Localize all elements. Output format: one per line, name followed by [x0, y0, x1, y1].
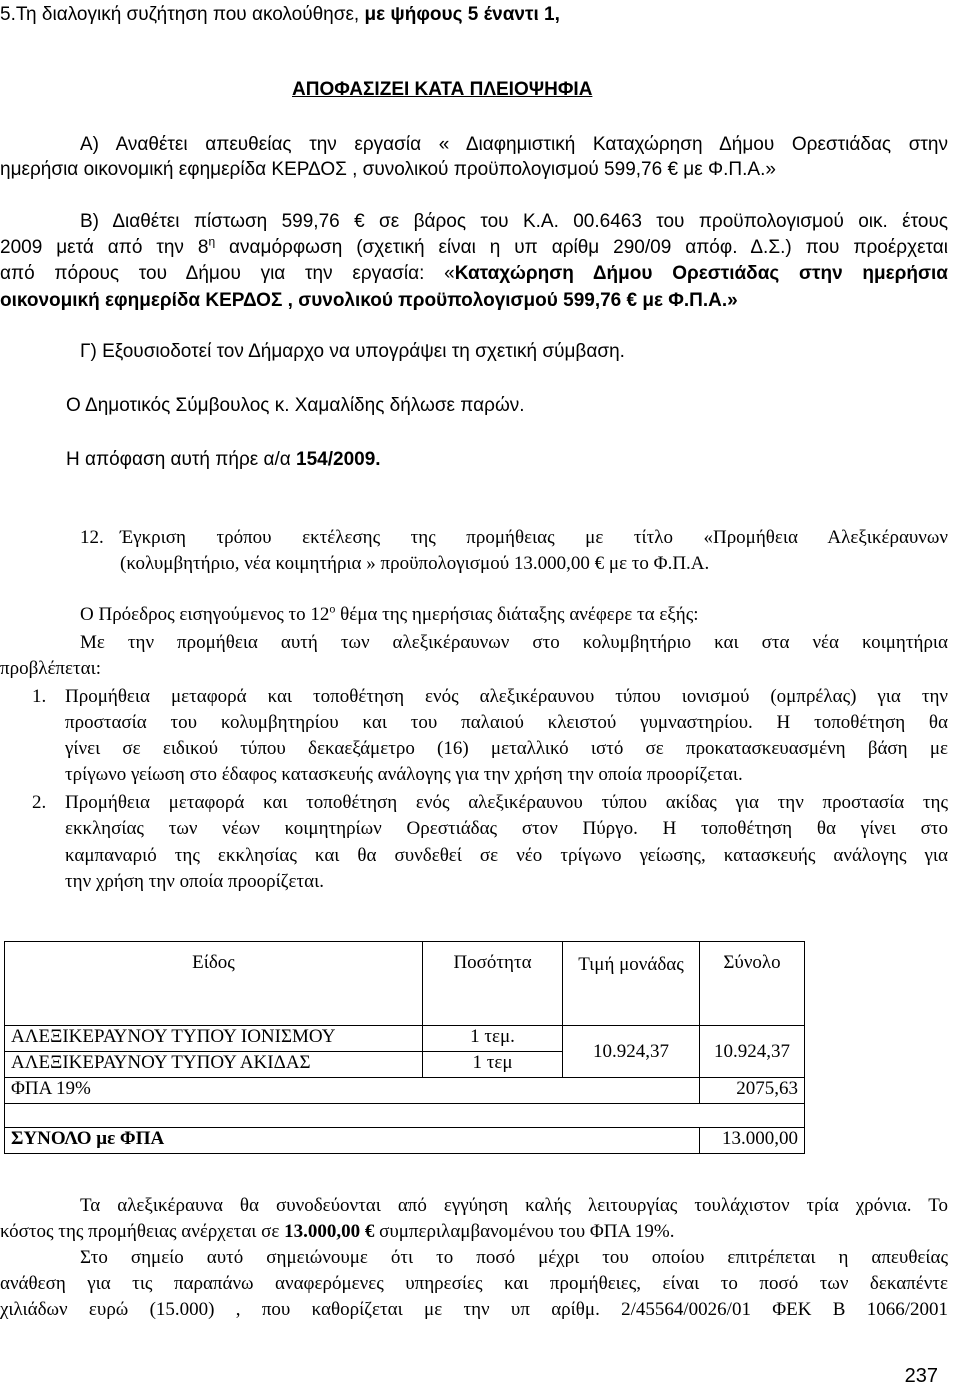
list-item-line: τρίγωνο γείωση στο έδαφος κατασκευής ανάλογης για την χρήση την οποία προορίζεται.: [65, 764, 743, 785]
clause-b-line-1: Β) Διαθέτει πίστωση 599,76 € σε βάρος του Κ.Α. 00.6463 του προϋπολογισμού οικ. έτους: [80, 211, 948, 232]
decision-heading: ΑΠΟΦΑΣΙΖΕΙ ΚΑΤΑ ΠΛΕΙΟΨΗΦΙΑ: [292, 79, 593, 100]
provision-line-1: Με την προμήθεια αυτή των αλεξικέραυνων στο κολυμβητήριο και στα νέα κοιμητήρια: [80, 632, 948, 653]
subtotal-cell: 10.924,37: [700, 1026, 805, 1078]
note-line-3: χιλιάδων ευρώ (15.000) , που καθορίζεται με την υπ αρίθμ. 2/45564/0026/01 ΦΕΚ Β 1066/2001: [0, 1299, 948, 1320]
item-cell: ΑΛΕΞΙΚΕΡΑΥΝΟΥ ΤΥΠΟΥ ΑΚΙΔΑΣ: [5, 1052, 423, 1078]
item-cell: ΑΛΕΞΙΚΕΡΑΥΝΟΥ ΤΥΠΟΥ ΙΟΝΙΣΜΟΥ: [5, 1026, 423, 1052]
list-item-line: την χρήση την οποία προορίζεται.: [65, 871, 324, 892]
header-total: Σύνολο: [700, 942, 805, 1026]
list-item-line: Προμήθεια μεταφορά και τοποθέτηση ενός αλεξικέραυνου τύπου ακίδας για την προστασία της: [65, 792, 948, 813]
vat-row: [5, 1078, 805, 1104]
list-item-line: προστασία του κολυμβητηρίου και του παλαιού κλειστού γυμναστηρίου. Η τοποθέτηση θα: [65, 712, 948, 733]
header-unit-price: Τιμή μονάδας: [563, 942, 700, 1026]
list-item-line: εκκλησίας των νέων κοιμητηρίων Ορεστιάδας στον Πύργο. Η τοποθέτηση θα γίνει στο: [65, 818, 948, 839]
clause-a-line-1: Α) Αναθέτει απευθείας την εργασία « Διαφημιστική Καταχώρηση Δήμου Ορεστιάδας στην: [80, 134, 948, 155]
qty-cell: 1 τεμ: [423, 1052, 563, 1078]
header-item: Είδος: [5, 942, 423, 1026]
cost-table: [4, 941, 805, 1154]
clause-b-line-2: 2009 μετά από την $8^\eta$ αναμόρφωση (σχετική είναι η υπ αρίθμ 290/09 απόφ. Δ.Σ.) που προέρχεται: [0, 234, 948, 258]
item-title-line-1: Έγκριση τρόπου εκτέλεσης της προμήθειας με τίτλο «Προμήθεια Αλεξικέραυνων: [120, 527, 948, 548]
total-row: [5, 1128, 805, 1154]
clause-c: Γ) Εξουσιοδοτεί τον Δήμαρχο να υπογράψει τη σχετική σύμβαση.: [80, 341, 625, 362]
vat-label: ΦΠΑ 19%: [5, 1078, 700, 1104]
clause-b-line-3: από πόρους του Δήμου για την εργασία: «Καταχώρηση Δήμου Ορεστιάδας στην ημερήσια: [0, 263, 948, 284]
clause-a-line-2: ημερήσια οικονομική εφημερίδα ΚΕΡΔΟΣ , συνολικού προϋπολογισμού 599,76 € με Φ.Π.Α.»: [0, 159, 776, 180]
list-item-line: Προμήθεια μεταφορά και τοποθέτηση ενός αλεξικέραυνου τύπου ιονισμού (ομπρέλας) για την: [65, 686, 948, 707]
president-intro: Ο Πρόεδρος εισηγούμενος το $12^o$ θέμα της ημερήσιας διάταξης ανέφερε τα εξής:: [80, 601, 699, 625]
table-row: [5, 1026, 805, 1052]
vat-value: 2075,63: [700, 1078, 805, 1104]
note-line-2: ανάθεση για τις παραπάνω αναφερόμενες υπηρεσίες και προμήθειες, είναι το ποσό των δεκαπέντε: [0, 1273, 948, 1294]
note-line-1: Στο σημείο αυτό σημειώνουμε ότι το ποσό μέχρι του οποίου επιτρέπεται η απευθείας: [80, 1247, 948, 1268]
item-number: 12.: [80, 527, 104, 548]
list-number: 2.: [32, 792, 47, 813]
intro-line: 5.Τη διαλογική συζήτηση που ακολούθησε, με ψήφους 5 έναντι 1,: [0, 4, 560, 25]
list-number: 1.: [32, 686, 47, 707]
item-title-line-2: (κολυμβητήριο, νέα κοιμητήρια » προϋπολογισμού 13.000,00 € με το Φ.Π.Α.: [120, 553, 710, 574]
qty-cell: 1 τεμ.: [423, 1026, 563, 1052]
total-label: ΣΥΝΟΛΟ με ΦΠΑ: [5, 1128, 700, 1154]
clause-b-line-4: οικονομική εφημερίδα ΚΕΡΔΟΣ , συνολικού προϋπολογισμού 599,76 € με Φ.Π.Α.»: [0, 290, 738, 311]
page-number: 237: [904, 1365, 938, 1387]
present-note: Ο Δημοτικός Σύμβουλος κ. Χαμαλίδης δήλωσε παρών.: [66, 395, 525, 416]
decision-number: Η απόφαση αυτή πήρε α/α 154/2009.: [66, 449, 381, 470]
list-item-line: γίνει σε ειδικού τύπου δεκαεξάμετρο (16) μεταλλικό ιστό σε προκατασκευασμένη βάση με: [65, 738, 948, 759]
total-value: 13.000,00: [700, 1128, 805, 1154]
provision-line-2: προβλέπεται:: [0, 658, 101, 679]
warranty-line-1: Τα αλεξικέραυνα θα συνοδεύονται από εγγύηση καλής λειτουργίας τουλάχιστον τρία χρόνια. Το: [80, 1195, 948, 1216]
header-quantity: Ποσότητα: [423, 942, 563, 1026]
unit-price-cell: 10.924,37: [563, 1026, 700, 1078]
spacer-row: [5, 1104, 805, 1128]
warranty-line-2: κόστος της προμήθειας ανέρχεται σε 13.000,00 € συμπεριλαμβανομένου του ΦΠΑ 19%.: [0, 1221, 675, 1242]
list-item-line: καμπαναριό της εκκλησίας και θα συνδεθεί σε νέο τρίγωνο γείωσης, κατασκευής ανάλογης για: [65, 845, 948, 866]
